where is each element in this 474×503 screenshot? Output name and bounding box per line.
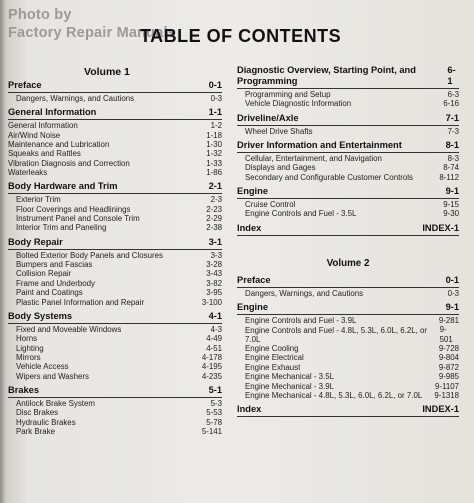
toc-section-body-systems	[8, 311, 222, 381]
section-heading	[237, 186, 459, 197]
entry-title: Displays and Gages	[245, 163, 316, 173]
toc-entry	[8, 279, 222, 288]
section-divider	[237, 125, 459, 126]
entry-title: Lighting	[16, 343, 44, 353]
toc-section-brakes	[8, 385, 222, 436]
entry-title: Engine Controls and Fuel - 4.8L, 5.3L, 6.0L, 6.2L, or 7.0L	[245, 326, 428, 345]
toc-entry	[8, 372, 222, 381]
entry-page-number: 4-3	[210, 324, 222, 334]
entry-title: Interior Trim and Paneling	[16, 223, 107, 233]
toc-entry	[8, 298, 222, 307]
toc-entry	[237, 154, 459, 163]
entry-title: Maintenance and Lubrication	[8, 140, 110, 150]
section-title: Engine	[237, 186, 268, 197]
watermark-line-2: Factory Repair Manuals	[8, 25, 176, 41]
toc-entry	[237, 344, 459, 353]
entry-title: Secondary and Configurable Customer Controls	[245, 173, 413, 183]
toc-entry	[8, 121, 222, 130]
section-title: Engine	[237, 302, 268, 313]
entry-title: Hydraulic Brakes	[16, 417, 76, 427]
toc-entry	[8, 214, 222, 223]
toc-entry	[237, 127, 459, 136]
toc-entry	[8, 269, 222, 278]
entry-title: Dangers, Warnings, and Cautions	[245, 288, 364, 298]
entry-page-number: 3-95	[206, 288, 222, 298]
section-page-number: 9-1	[445, 186, 459, 197]
entry-title: Plastic Panel Information and Repair	[16, 297, 145, 307]
entry-page-number: 5-78	[206, 417, 222, 427]
toc-left-column	[8, 80, 222, 440]
section-title: Preface	[237, 274, 271, 285]
section-heading	[237, 140, 459, 151]
section-page-number: 6-1	[447, 65, 456, 86]
toc-section-body-hardware-and-trim	[8, 181, 222, 232]
section-heading	[8, 237, 222, 248]
section-divider	[8, 119, 222, 120]
toc-entry	[8, 149, 222, 158]
section-divider	[237, 152, 459, 153]
section-page-number: 1-1	[208, 107, 222, 118]
section-title: Index	[237, 222, 262, 233]
toc-section-body-repair	[8, 237, 222, 307]
entry-title: Engine Controls and Fuel - 3.5L	[245, 209, 357, 219]
toc-section-index	[237, 404, 459, 417]
toc-section-driveline-axle	[237, 113, 459, 136]
section-title: Diagnostic Overview, Starting Point, and Programming	[237, 65, 416, 86]
entry-title: Waterleaks	[8, 168, 48, 178]
entry-page-number: 9-872	[438, 362, 459, 372]
entry-page-number: 5-53	[206, 408, 222, 418]
entry-page-number: 2-29	[206, 214, 222, 224]
entry-page-number: 4-235	[201, 371, 222, 381]
section-page-number: INDEX-1	[422, 404, 459, 415]
entry-page-number: 8-74	[443, 163, 459, 173]
section-title: General Information	[8, 107, 97, 118]
entry-title: Vehicle Diagnostic Information	[245, 99, 352, 109]
entry-title: Engine Controls and Fuel - 3.9L	[245, 316, 357, 326]
toc-volume-1-continued	[237, 65, 459, 236]
toc-entry	[8, 427, 222, 436]
section-title: Body Hardware and Trim	[8, 181, 118, 192]
section-page-number: 3-1	[208, 236, 222, 247]
entry-title: Bumpers and Fascias	[16, 260, 93, 270]
section-title: Index	[237, 404, 262, 415]
section-heading	[8, 311, 222, 322]
entry-title: Horns	[16, 334, 38, 344]
toc-section-preface	[8, 80, 222, 103]
section-title: Driveline/Axle	[237, 112, 299, 123]
section-heading	[237, 404, 459, 415]
toc-entry	[8, 260, 222, 269]
toc-section-engine	[237, 302, 459, 400]
section-divider	[8, 249, 222, 250]
entry-page-number: 4-49	[206, 334, 222, 344]
toc-entry	[8, 344, 222, 353]
entry-title: Engine Exhaust	[245, 362, 301, 372]
entry-page-number: 2-38	[206, 223, 222, 233]
entry-title: Programming and Setup	[245, 90, 331, 99]
toc-entry	[8, 362, 222, 371]
section-title: Body Repair	[8, 236, 63, 247]
toc-entry	[237, 200, 459, 209]
entry-title: Air/Wind Noise	[8, 130, 61, 140]
entry-title: Engine Cooling	[245, 344, 299, 354]
toc-entry	[8, 223, 222, 232]
section-divider	[237, 235, 459, 236]
entry-page-number: 1-32	[206, 149, 222, 159]
entry-page-number: 2-3	[210, 195, 222, 205]
toc-entry	[237, 391, 459, 400]
section-divider	[237, 198, 459, 199]
toc-entry	[8, 353, 222, 362]
section-title: Driver Information and Entertainment	[237, 140, 402, 151]
section-page-number: 7-1	[445, 112, 459, 123]
section-heading	[237, 223, 459, 234]
section-title: Brakes	[8, 384, 40, 395]
entry-title: Collision Repair	[16, 269, 72, 279]
entry-title: Engine Mechanical - 3.5L	[245, 372, 335, 382]
section-heading	[8, 107, 222, 118]
section-page-number: 0-1	[208, 80, 222, 90]
page-title: TABLE OF CONTENTS	[140, 26, 342, 46]
entry-page-number: 6-16	[443, 99, 459, 109]
entry-title: Wipers and Washers	[16, 371, 89, 381]
entry-page-number: 1-2	[210, 121, 222, 131]
toc-entry	[8, 195, 222, 204]
section-title: Preface	[8, 80, 42, 90]
entry-title: Engine Mechanical - 4.8L, 5.3L, 6.0L, 6.2L, or 7.0L	[245, 391, 423, 401]
section-heading	[237, 275, 459, 286]
toc-entry	[8, 168, 222, 177]
toc-entry	[237, 163, 459, 172]
toc-entry	[8, 251, 222, 260]
entry-title: Engine Electrical	[245, 353, 304, 363]
entry-page-number: 1-33	[206, 158, 222, 168]
entry-page-number: 1-30	[206, 140, 222, 150]
entry-page-number: 0-3	[210, 94, 222, 103]
toc-entry	[8, 94, 222, 103]
toc-entry	[8, 140, 222, 149]
entry-page-number: 5-3	[210, 398, 222, 408]
entry-title: General Information	[8, 121, 78, 131]
section-divider	[237, 314, 459, 315]
toc-entry	[8, 399, 222, 408]
watermark-line-1: Photo by	[8, 7, 72, 23]
toc-entry	[237, 372, 459, 381]
entry-title: Paint and Coatings	[16, 288, 83, 298]
entry-page-number: 3-28	[206, 260, 222, 270]
section-heading	[237, 302, 459, 313]
toc-entry	[237, 99, 459, 108]
toc-entry	[8, 205, 222, 214]
toc-entry	[8, 159, 222, 168]
entry-title: Vehicle Access	[16, 362, 69, 372]
entry-title: Wheel Drive Shafts	[245, 126, 313, 136]
entry-title: Park Brake	[16, 426, 56, 436]
toc-entry	[237, 325, 459, 344]
entry-page-number: 7-3	[447, 126, 459, 136]
entry-title: Cellular, Entertainment, and Navigation	[245, 154, 382, 164]
entry-page-number: 0-3	[447, 288, 459, 298]
entry-page-number: 4-195	[201, 362, 222, 372]
section-page-number: 2-1	[208, 181, 222, 192]
entry-title: Squeaks and Rattles	[8, 149, 81, 159]
entry-page-number: 2-23	[206, 204, 222, 214]
entry-title: Vibration Diagnosis and Correction	[8, 158, 130, 168]
entry-title: Antilock Brake System	[16, 398, 95, 408]
entry-page-number: 3-43	[206, 269, 222, 279]
section-page-number: 8-1	[445, 140, 459, 151]
section-page-number: INDEX-1	[422, 222, 459, 233]
entry-page-number: 9-501	[439, 325, 453, 344]
entry-page-number: 9-728	[438, 344, 459, 354]
toc-entry	[237, 90, 459, 99]
entry-title: Floor Coverings and Headlinings	[16, 204, 131, 214]
toc-entry	[8, 325, 222, 334]
section-page-number: 9-1	[445, 302, 459, 313]
section-heading	[8, 80, 222, 91]
entry-page-number: 3-82	[206, 278, 222, 288]
section-divider	[8, 92, 222, 93]
entry-page-number: 8-112	[439, 172, 459, 182]
entry-page-number: 9-1318	[434, 390, 459, 400]
entry-title: Disc Brakes	[16, 408, 59, 418]
section-divider	[8, 397, 222, 398]
toc-right-column	[237, 65, 459, 421]
toc-entry	[8, 408, 222, 417]
toc-entry	[237, 316, 459, 325]
entry-title: Fixed and Moveable Windows	[16, 324, 122, 334]
entry-title: Mirrors	[16, 352, 41, 362]
entry-page-number: 1-18	[206, 130, 222, 140]
entry-page-number: 1-86	[206, 168, 222, 178]
entry-page-number: 8-3	[447, 154, 459, 164]
toc-entry	[237, 289, 459, 298]
toc-entry	[237, 209, 459, 218]
volume-1-heading: Volume 1	[84, 66, 130, 78]
section-heading	[237, 113, 459, 124]
section-divider	[237, 88, 459, 89]
section-divider	[8, 193, 222, 194]
toc-section-driver-information-and-entertainment	[237, 140, 459, 182]
entry-title: Bolted Exterior Body Panels and Closures	[16, 250, 163, 260]
toc-section-engine	[237, 186, 459, 219]
toc-entry	[237, 363, 459, 372]
section-heading	[8, 181, 222, 192]
section-page-number: 5-1	[208, 384, 222, 395]
entry-page-number: 9-804	[438, 353, 459, 363]
toc-entry	[8, 334, 222, 343]
toc-entry	[237, 173, 459, 182]
entry-page-number: 9-15	[443, 200, 459, 210]
entry-title: Engine Mechanical - 3.9L	[245, 381, 335, 391]
entry-page-number: 4-51	[206, 343, 222, 353]
entry-page-number: 5-141	[201, 426, 222, 436]
section-page-number: 4-1	[208, 310, 222, 321]
toc-entry	[237, 353, 459, 362]
section-heading	[8, 385, 222, 396]
entry-page-number: 6-3	[447, 90, 459, 99]
section-divider	[237, 416, 459, 417]
entry-page-number: 9-1107	[435, 381, 459, 391]
toc-entry	[237, 382, 459, 391]
toc-volume-2	[237, 275, 459, 417]
entry-page-number: 9-985	[438, 372, 459, 382]
entry-title: Cruise Control	[245, 200, 296, 210]
toc-section-preface	[237, 275, 459, 298]
entry-page-number: 3-3	[210, 250, 222, 260]
section-page-number: 0-1	[445, 274, 459, 285]
toc-entry	[8, 418, 222, 427]
toc-entry	[8, 131, 222, 140]
entry-page-number: 9-30	[443, 209, 459, 219]
section-divider	[8, 323, 222, 324]
toc-section-index	[237, 223, 459, 236]
entry-title: Frame and Underbody	[16, 278, 95, 288]
section-divider	[237, 287, 459, 288]
entry-title: Instrument Panel and Console Trim	[16, 214, 140, 224]
toc-section-general-information	[8, 107, 222, 177]
entry-page-number: 4-178	[201, 352, 222, 362]
section-title: Body Systems	[8, 310, 73, 321]
toc-entry	[8, 288, 222, 297]
section-heading	[237, 65, 459, 87]
entry-page-number: 3-100	[201, 297, 222, 307]
entry-title: Exterior Trim	[16, 195, 61, 205]
volume-2-heading: Volume 2	[326, 257, 370, 269]
toc-section-diagnostic-overview-starting-point-and-programming	[237, 65, 459, 109]
page-binding-shadow	[0, 0, 6, 503]
entry-page-number: 9-281	[438, 316, 459, 326]
entry-title: Dangers, Warnings, and Cautions	[16, 94, 135, 103]
